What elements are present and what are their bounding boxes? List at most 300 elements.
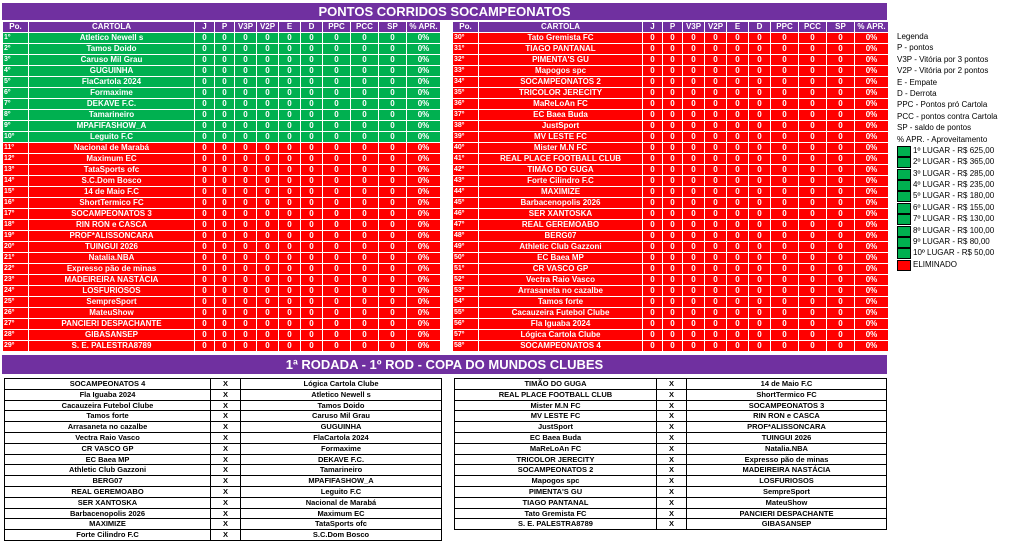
stat-cell: 0	[827, 341, 855, 352]
stat-cell: 0	[771, 253, 799, 264]
stat-cell: 0	[827, 44, 855, 55]
position-cell: 8º	[3, 110, 29, 121]
stat-cell: 0	[683, 253, 705, 264]
position-cell: 29º	[3, 341, 29, 352]
stat-cell: 0	[235, 275, 257, 286]
stat-cell: 0	[663, 264, 683, 275]
stat-cell: 0	[749, 341, 771, 352]
stat-cell: 0	[301, 110, 323, 121]
stat-cell: 0	[351, 220, 379, 231]
stat-cell: 0	[301, 55, 323, 66]
stat-cell: 0	[663, 132, 683, 143]
stat-cell: 0	[323, 187, 351, 198]
position-cell: 41º	[453, 154, 479, 165]
stat-cell: 0	[771, 330, 799, 341]
stat-cell: 0	[257, 66, 279, 77]
stat-cell: 0	[683, 88, 705, 99]
prize-item	[897, 179, 1023, 190]
standing-row	[453, 88, 889, 99]
legend-line: PPC - Pontos pró Cartola	[897, 100, 988, 110]
standing-row	[3, 77, 441, 88]
stat-cell: 0	[727, 66, 749, 77]
stat-cell: 0	[705, 44, 727, 55]
away-team-cell: MateuShow	[687, 497, 887, 508]
stat-cell: 0	[257, 77, 279, 88]
stat-cell: 0	[643, 231, 663, 242]
stat-cell: 0	[749, 33, 771, 44]
stat-cell: 0	[215, 33, 235, 44]
stat-cell: 0%	[855, 154, 889, 165]
stat-cell: 0	[301, 44, 323, 55]
position-cell: 51º	[453, 264, 479, 275]
stat-cell: 0	[379, 154, 407, 165]
stat-cell: 0	[301, 209, 323, 220]
stat-cell: 0	[663, 286, 683, 297]
stat-cell: 0	[827, 209, 855, 220]
fixtures-table-left	[4, 378, 442, 541]
versus-cell: X	[211, 486, 241, 497]
stat-cell: 0	[351, 308, 379, 319]
stat-cell: 0	[215, 176, 235, 187]
stat-cell: 0	[643, 319, 663, 330]
stat-cell: 0	[727, 154, 749, 165]
stat-cell: 0	[683, 176, 705, 187]
stat-cell: 0	[727, 242, 749, 253]
stat-cell: 0	[257, 110, 279, 121]
column-header: SP	[379, 22, 407, 33]
position-cell: 34º	[453, 77, 479, 88]
stat-cell: 0	[195, 66, 215, 77]
stat-cell: 0	[235, 132, 257, 143]
stat-cell: 0	[323, 253, 351, 264]
home-team-cell: MV LESTE FC	[455, 411, 657, 422]
stat-cell: 0	[215, 66, 235, 77]
stat-cell: 0	[727, 308, 749, 319]
away-team-cell: MADEIREIRA NASTÁCIA	[687, 465, 887, 476]
stat-cell: 0	[749, 198, 771, 209]
fixture-row	[5, 432, 442, 443]
stat-cell: 0	[301, 33, 323, 44]
away-team-cell: RIN RON e CASCA	[687, 411, 887, 422]
stat-cell: 0	[235, 99, 257, 110]
team-name-cell: FlaCartola 2024	[29, 77, 195, 88]
prize-label: ELIMINADO	[913, 259, 958, 269]
stat-cell: 0	[683, 165, 705, 176]
stat-cell: 0	[235, 66, 257, 77]
position-cell: 11º	[3, 143, 29, 154]
stat-cell: 0	[195, 143, 215, 154]
stat-cell: 0	[705, 209, 727, 220]
stat-cell: 0	[235, 44, 257, 55]
standing-row	[453, 253, 889, 264]
fixture-row	[455, 508, 887, 519]
fixture-row	[455, 454, 887, 465]
standing-row	[453, 264, 889, 275]
stat-cell: 0	[727, 198, 749, 209]
stat-cell: 0	[683, 209, 705, 220]
stat-cell: 0	[279, 231, 301, 242]
stat-cell: 0%	[407, 319, 441, 330]
stat-cell: 0%	[855, 55, 889, 66]
fixture-row	[455, 379, 887, 390]
stat-cell: 0	[279, 154, 301, 165]
position-cell: 20º	[3, 242, 29, 253]
stat-cell: 0%	[407, 121, 441, 132]
stat-cell: 0	[257, 308, 279, 319]
standing-row	[453, 165, 889, 176]
stat-cell: 0	[705, 165, 727, 176]
stat-cell: 0	[771, 99, 799, 110]
stat-cell: 0	[379, 88, 407, 99]
home-team-cell: CR VASCO GP	[5, 443, 211, 454]
stat-cell: 0	[683, 110, 705, 121]
fixture-row	[5, 476, 442, 487]
away-team-cell: GIBASANSEP	[687, 519, 887, 530]
stat-cell: 0	[323, 132, 351, 143]
stat-cell: 0	[727, 110, 749, 121]
stat-cell: 0	[257, 33, 279, 44]
stat-cell: 0%	[407, 220, 441, 231]
position-cell: 3º	[3, 55, 29, 66]
stat-cell: 0	[235, 297, 257, 308]
stat-cell: 0	[771, 132, 799, 143]
stat-cell: 0	[705, 55, 727, 66]
stat-cell: 0	[257, 231, 279, 242]
stat-cell: 0	[727, 55, 749, 66]
standing-row	[3, 308, 441, 319]
stat-cell: 0%	[407, 55, 441, 66]
stat-cell: 0	[279, 110, 301, 121]
stat-cell: 0	[663, 154, 683, 165]
stat-cell: 0	[235, 209, 257, 220]
prize-item	[897, 145, 1023, 156]
team-name-cell: TIAGO PANTANAL	[479, 44, 643, 55]
fixture-row	[455, 389, 887, 400]
stat-cell: 0%	[855, 286, 889, 297]
stat-cell: 0	[799, 275, 827, 286]
team-name-cell: Tato Gremista FC	[479, 33, 643, 44]
team-name-cell: Arrasaneta no cazalbe	[479, 286, 643, 297]
standing-row	[453, 341, 889, 352]
stat-cell: 0	[643, 88, 663, 99]
stat-cell: 0	[705, 319, 727, 330]
stat-cell: 0	[705, 242, 727, 253]
home-team-cell: Mister M.N FC	[455, 400, 657, 411]
stat-cell: 0	[215, 253, 235, 264]
stat-cell: 0	[827, 143, 855, 154]
away-team-cell: Atletico Newell s	[241, 389, 442, 400]
team-name-cell: DEKAVE F.C.	[29, 99, 195, 110]
standing-row	[453, 209, 889, 220]
stat-cell: 0	[323, 165, 351, 176]
stat-cell: 0	[663, 66, 683, 77]
versus-cell: X	[211, 530, 241, 541]
team-name-cell: REAL PLACE FOOTBALL CLUB	[479, 154, 643, 165]
team-name-cell: Vectra Raio Vasco	[479, 275, 643, 286]
home-team-cell: REAL GEREMOABO	[5, 486, 211, 497]
standing-row	[453, 33, 889, 44]
position-cell: 32º	[453, 55, 479, 66]
stat-cell: 0	[195, 297, 215, 308]
stat-cell: 0	[279, 220, 301, 231]
home-team-cell: Cacauzeira Futebol Clube	[5, 400, 211, 411]
team-name-cell: Atletico Newell s	[29, 33, 195, 44]
stat-cell: 0	[663, 77, 683, 88]
position-cell: 28º	[3, 330, 29, 341]
stat-cell: 0%	[855, 319, 889, 330]
stat-cell: 0	[257, 198, 279, 209]
stat-cell: 0	[215, 110, 235, 121]
stat-cell: 0	[727, 341, 749, 352]
stat-cell: 0	[683, 231, 705, 242]
stat-cell: 0	[827, 231, 855, 242]
stat-cell: 0	[257, 220, 279, 231]
stat-cell: 0	[827, 33, 855, 44]
stat-cell: 0	[301, 77, 323, 88]
position-cell: 7º	[3, 99, 29, 110]
stat-cell: 0	[827, 187, 855, 198]
home-team-cell: PIMENTA'S GU	[455, 486, 657, 497]
home-team-cell: SOCAMPEONATOS 4	[5, 379, 211, 390]
stat-cell: 0	[683, 99, 705, 110]
stat-cell: 0%	[855, 33, 889, 44]
stat-cell: 0	[279, 55, 301, 66]
stat-cell: 0	[379, 121, 407, 132]
color-swatch	[897, 191, 911, 202]
stat-cell: 0	[771, 319, 799, 330]
stat-cell: 0%	[855, 66, 889, 77]
standing-row	[453, 220, 889, 231]
stat-cell: 0%	[407, 88, 441, 99]
stat-cell: 0	[799, 176, 827, 187]
standing-row	[3, 220, 441, 231]
stat-cell: 0	[351, 88, 379, 99]
stat-cell: 0	[643, 165, 663, 176]
stat-cell: 0	[235, 33, 257, 44]
position-cell: 26º	[3, 308, 29, 319]
home-team-cell: Tamos forte	[5, 411, 211, 422]
stat-cell: 0	[663, 33, 683, 44]
stat-cell: 0	[235, 253, 257, 264]
stat-cell: 0	[323, 330, 351, 341]
team-name-cell: MAXIMIZE	[479, 187, 643, 198]
stat-cell: 0	[301, 341, 323, 352]
stat-cell: 0	[351, 198, 379, 209]
standing-row	[453, 198, 889, 209]
stat-cell: 0	[771, 209, 799, 220]
standing-row	[453, 286, 889, 297]
stat-cell: 0	[643, 187, 663, 198]
position-cell: 53º	[453, 286, 479, 297]
standing-row	[453, 55, 889, 66]
stat-cell: 0%	[407, 176, 441, 187]
stat-cell: 0	[683, 154, 705, 165]
stat-cell: 0	[301, 132, 323, 143]
stat-cell: 0	[727, 264, 749, 275]
standing-row	[3, 242, 441, 253]
position-cell: 23º	[3, 275, 29, 286]
stat-cell: 0	[799, 66, 827, 77]
stat-cell: 0	[279, 121, 301, 132]
stat-cell: 0	[195, 154, 215, 165]
stat-cell: 0	[195, 165, 215, 176]
fixture-row	[5, 530, 442, 541]
stat-cell: 0	[705, 121, 727, 132]
stat-cell: 0	[301, 242, 323, 253]
stat-cell: 0	[301, 319, 323, 330]
stat-cell: 0	[379, 77, 407, 88]
stat-cell: 0	[279, 264, 301, 275]
versus-cell: X	[211, 454, 241, 465]
stat-cell: 0	[351, 341, 379, 352]
stat-cell: 0	[379, 286, 407, 297]
stat-cell: 0	[749, 143, 771, 154]
stat-cell: 0	[195, 176, 215, 187]
stat-cell: 0	[683, 286, 705, 297]
standing-row	[3, 55, 441, 66]
stat-cell: 0	[663, 143, 683, 154]
stat-cell: 0%	[855, 77, 889, 88]
stat-cell: 0	[771, 55, 799, 66]
stat-cell: 0	[279, 198, 301, 209]
stat-cell: 0	[279, 341, 301, 352]
standing-row	[453, 99, 889, 110]
stat-cell: 0	[301, 176, 323, 187]
stat-cell: 0	[827, 220, 855, 231]
stat-cell: 0%	[407, 209, 441, 220]
stat-cell: 0	[663, 319, 683, 330]
color-swatch	[897, 214, 911, 225]
standing-row	[453, 242, 889, 253]
stat-cell: 0	[727, 297, 749, 308]
stat-cell: 0%	[855, 132, 889, 143]
stat-cell: 0	[195, 110, 215, 121]
stat-cell: 0	[215, 99, 235, 110]
stat-cell: 0	[771, 231, 799, 242]
stat-cell: 0	[215, 341, 235, 352]
stat-cell: 0	[235, 187, 257, 198]
stat-cell: 0	[799, 319, 827, 330]
fixture-row	[5, 379, 442, 390]
standings-table-left	[2, 21, 441, 352]
stat-cell: 0	[705, 220, 727, 231]
legend-line: V3P - Vitória por 3 pontos	[897, 54, 989, 64]
stat-cell: 0	[827, 132, 855, 143]
stat-cell: 0	[379, 187, 407, 198]
stat-cell: 0	[323, 264, 351, 275]
stat-cell: 0	[379, 319, 407, 330]
prize-label: 10º LUGAR - R$ 50,00	[913, 248, 995, 258]
stat-cell: 0%	[407, 242, 441, 253]
home-team-cell: MaReLoAn FC	[455, 443, 657, 454]
stat-cell: 0	[663, 165, 683, 176]
team-name-cell: PROF*ALISSONCARA	[29, 231, 195, 242]
stat-cell: 0	[215, 242, 235, 253]
stat-cell: 0	[771, 143, 799, 154]
away-team-cell: S.C.Dom Bosco	[241, 530, 442, 541]
stat-cell: 0	[235, 198, 257, 209]
stat-cell: 0	[379, 330, 407, 341]
stat-cell: 0	[827, 165, 855, 176]
team-name-cell: ShortTermico FC	[29, 198, 195, 209]
team-name-cell: BERG07	[479, 231, 643, 242]
stat-cell: 0	[279, 176, 301, 187]
stat-cell: 0%	[407, 341, 441, 352]
fixtures-table-right	[454, 378, 887, 530]
home-team-cell: Forte Cilindro F.C	[5, 530, 211, 541]
color-swatch	[897, 203, 911, 214]
position-cell: 43º	[453, 176, 479, 187]
stat-cell: 0	[727, 99, 749, 110]
standing-row	[453, 319, 889, 330]
standing-row	[3, 198, 441, 209]
legend-panel	[897, 31, 1023, 270]
stat-cell: 0	[683, 143, 705, 154]
home-team-cell: Tato Gremista FC	[455, 508, 657, 519]
stat-cell: 0	[351, 165, 379, 176]
stat-cell: 0	[771, 88, 799, 99]
stat-cell: 0	[279, 209, 301, 220]
stat-cell: 0	[683, 308, 705, 319]
standing-row	[3, 209, 441, 220]
stat-cell: 0	[643, 198, 663, 209]
fixture-row	[455, 422, 887, 433]
stat-cell: 0	[351, 121, 379, 132]
stat-cell: 0	[827, 319, 855, 330]
stat-cell: 0	[799, 154, 827, 165]
stat-cell: 0	[195, 286, 215, 297]
stat-cell: 0	[705, 253, 727, 264]
stat-cell: 0	[771, 176, 799, 187]
stat-cell: 0	[683, 44, 705, 55]
color-swatch	[897, 226, 911, 237]
column-header: E	[279, 22, 301, 33]
standing-row	[453, 330, 889, 341]
stat-cell: 0	[749, 88, 771, 99]
position-cell: 21º	[3, 253, 29, 264]
fixture-row	[5, 389, 442, 400]
standing-row	[453, 308, 889, 319]
stat-cell: 0	[279, 330, 301, 341]
stat-cell: 0	[323, 209, 351, 220]
standing-row	[453, 66, 889, 77]
position-cell: 1º	[3, 33, 29, 44]
stat-cell: 0	[799, 242, 827, 253]
stat-cell: 0	[195, 242, 215, 253]
position-cell: 6º	[3, 88, 29, 99]
standing-row	[453, 143, 889, 154]
away-team-cell: Formaxime	[241, 443, 442, 454]
stat-cell: 0	[727, 286, 749, 297]
stat-cell: 0	[827, 198, 855, 209]
stat-cell: 0	[215, 286, 235, 297]
versus-cell: X	[657, 400, 687, 411]
stat-cell: 0%	[407, 297, 441, 308]
stat-cell: 0	[379, 264, 407, 275]
stat-cell: 0	[379, 55, 407, 66]
stat-cell: 0	[301, 143, 323, 154]
stat-cell: 0	[215, 154, 235, 165]
stat-cell: 0	[235, 154, 257, 165]
stat-cell: 0%	[855, 220, 889, 231]
stat-cell: 0	[279, 286, 301, 297]
stat-cell: 0	[195, 319, 215, 330]
stat-cell: 0	[705, 187, 727, 198]
position-cell: 45º	[453, 198, 479, 209]
position-cell: 46º	[453, 209, 479, 220]
team-name-cell: Expresso pão de minas	[29, 264, 195, 275]
stat-cell: 0	[235, 330, 257, 341]
